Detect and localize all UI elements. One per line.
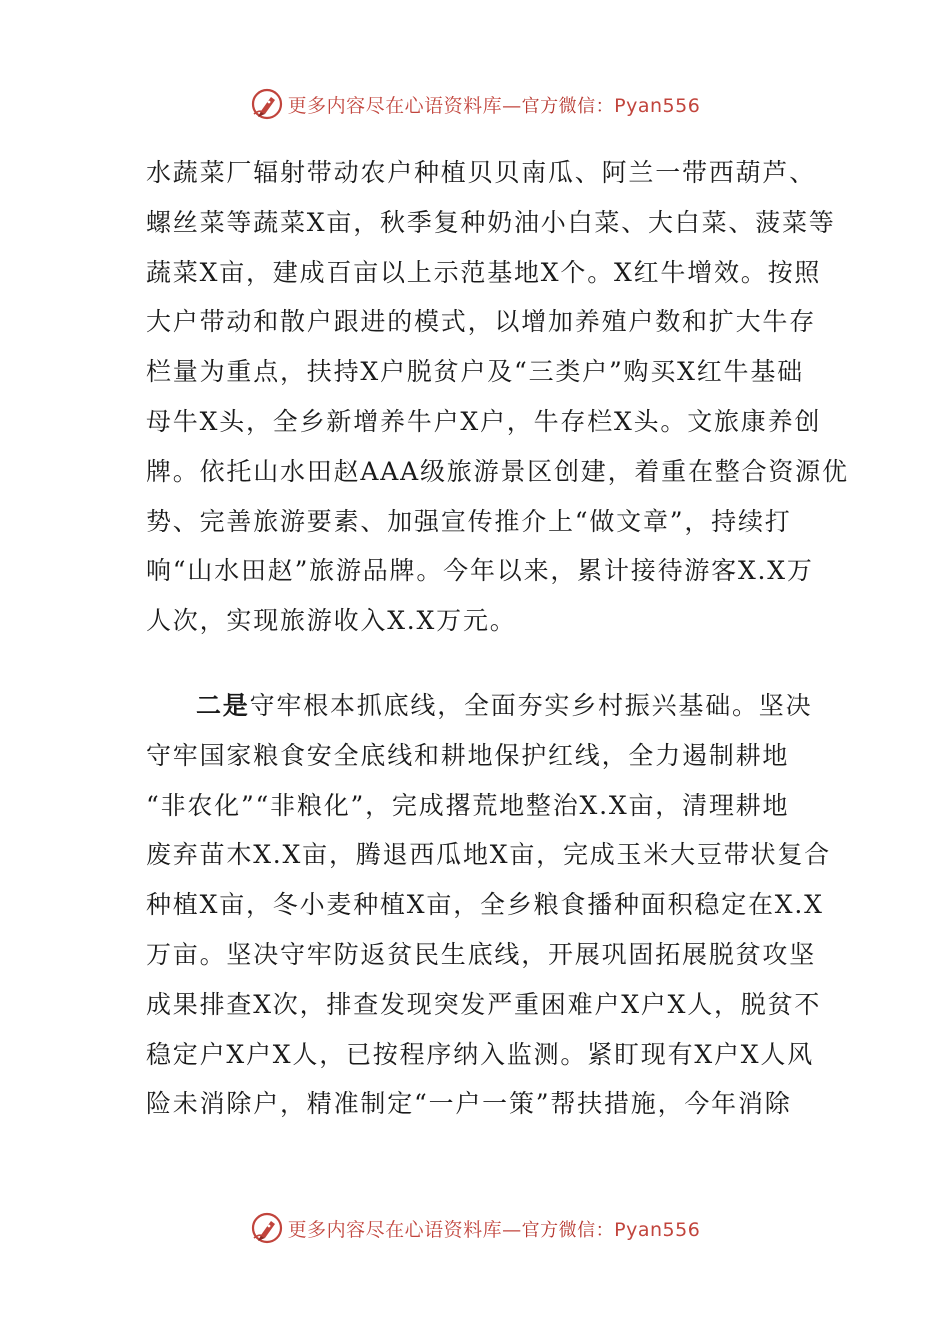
banner-dash: — [502, 94, 522, 117]
banner-wechat-id: Pyan556 [614, 1218, 701, 1241]
banner-main-text: 更多内容尽在心语资料库 [287, 94, 503, 117]
text-line: 废弃苗木X.X亩，腾退西瓜地X亩，完成玉米大豆带状复合 [146, 840, 831, 870]
text-line: 水蔬菜厂辐射带动农户种植贝贝南瓜、阿兰一带西葫芦、 [146, 158, 817, 187]
first-line-text: 守牢根本抓底线，全面夯实乡村振兴基础。坚决 [249, 691, 813, 720]
header-banner [0, 84, 950, 124]
pen-nib-logo-icon [250, 87, 284, 121]
text-line: 螺丝菜等蔬菜X亩，秋季复种奶油小白菜、大白菜、菠菜等 [146, 207, 836, 237]
text-line: 人次，实现旅游收入X.X万元。 [146, 606, 517, 636]
paragraph-2 [146, 681, 831, 1129]
banner-sub-text: 官方微信： [521, 95, 615, 117]
banner-text [288, 1215, 701, 1242]
footer-banner [0, 1208, 950, 1248]
banner-main-text: 更多内容尽在心语资料库 [287, 1218, 503, 1241]
banner-dash: — [502, 1218, 522, 1241]
text-line: 大户带动和散户跟进的模式，以增加养殖户数和扩大牛存 [146, 307, 817, 337]
text-line: 母牛X头，全乡新增养牛户X户，牛存栏X头。文旅康养创 [146, 406, 822, 436]
text-line: 响“山水田赵”旅游品牌。今年以来，累计接待游客X.X万 [146, 556, 814, 586]
text-line: 险未消除户，精准制定“一户一策”帮扶措施，今年消除 [146, 1089, 792, 1119]
text-line: 守牢国家粮食安全底线和耕地保护红线，全力遏制耕地 [146, 740, 790, 770]
text-line: 栏量为重点，扶持X户脱贫户及“三类户”购买X红牛基础 [146, 357, 804, 387]
pen-nib-logo-icon [250, 1211, 284, 1245]
text-line: 势、完善旅游要素、加强宣传推介上“做文章”，持续打 [146, 506, 792, 536]
text-line: 稳定户X户X人，已按程序纳入监测。紧盯现有X户X人风 [146, 1039, 814, 1069]
banner-wechat-id: Pyan556 [614, 94, 701, 117]
banner-text [288, 91, 701, 118]
paragraph-lead: 二是 [196, 691, 250, 720]
text-line: 种植X亩，冬小麦种植X亩，全乡粮食播种面积稳定在X.X [146, 890, 824, 920]
text-line: 万亩。坚决守牢防返贫民生底线，开展巩固拓展脱贫攻坚 [146, 939, 817, 969]
text-line: “非农化”“非粮化”，完成撂荒地整治X.X亩，清理耕地 [146, 790, 790, 820]
paragraph-1 [146, 148, 849, 646]
text-line: 成果排查X次，排查发现突发严重困难户X户X人，脱贫不 [146, 989, 822, 1019]
banner-sub-text: 官方微信： [521, 1219, 615, 1241]
text-line: 蔬菜X亩，建成百亩以上示范基地X个。X红牛增效。按照 [146, 257, 822, 287]
text-line-first [146, 681, 813, 731]
text-line: 牌。依托山水田赵AAA级旅游景区创建，着重在整合资源优 [146, 456, 849, 486]
